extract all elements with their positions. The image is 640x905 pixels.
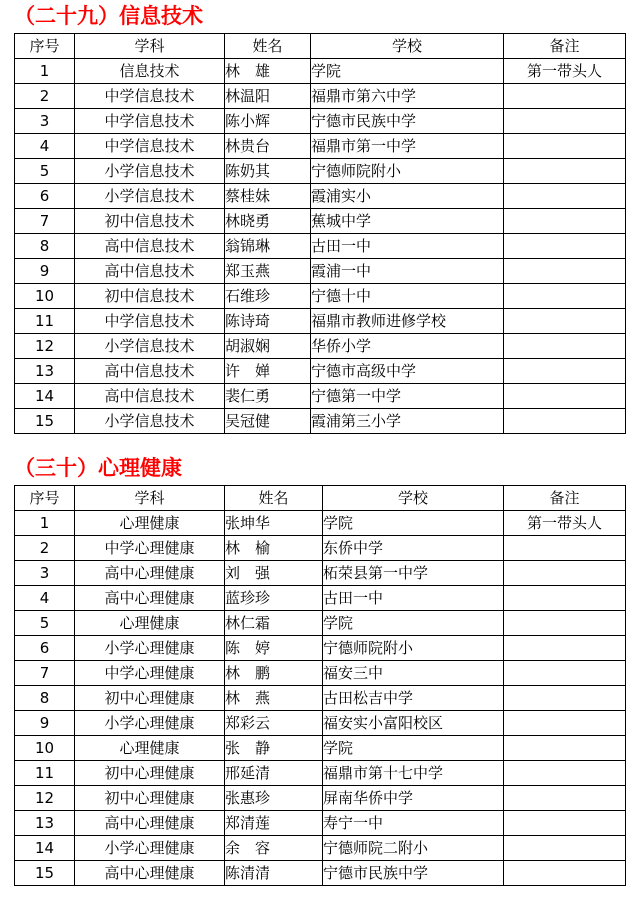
cell-note [504,561,626,586]
cell-school: 古田松吉中学 [323,686,504,711]
header-school: 学校 [323,486,504,511]
cell-no: 11 [15,309,75,334]
cell-no: 10 [15,284,75,309]
cell-note [504,284,626,309]
table-row [15,711,626,736]
cell-subject: 高中心理健康 [75,861,225,886]
cell-note [504,359,626,384]
cell-subject: 初中心理健康 [75,761,225,786]
cell-school: 福鼎市第十七中学 [323,761,504,786]
cell-no: 10 [15,736,75,761]
cell-subject: 中学心理健康 [75,536,225,561]
cell-no: 5 [15,611,75,636]
cell-school: 宁德师院附小 [311,159,504,184]
cell-note [504,384,626,409]
table-row [15,84,626,109]
cell-subject: 心理健康 [75,611,225,636]
table-row [15,861,626,886]
table-row [15,409,626,434]
cell-name: 蓝珍珍 [225,586,323,611]
cell-note [504,409,626,434]
table-row [15,209,626,234]
cell-name: 林 雄 [225,59,311,84]
table-row [15,159,626,184]
header-subject: 学科 [75,486,225,511]
cell-school: 古田一中 [323,586,504,611]
cell-no: 15 [15,861,75,886]
cell-school: 霞浦实小 [311,184,504,209]
cell-note [504,334,626,359]
section-title-info-tech: （二十九）信息技术 [14,4,203,28]
cell-subject: 高中信息技术 [75,384,225,409]
cell-note [504,736,626,761]
cell-school: 学院 [323,611,504,636]
table-row [15,786,626,811]
cell-name: 余 容 [225,836,323,861]
table-row [15,59,626,84]
cell-no: 12 [15,334,75,359]
header-subject: 学科 [75,34,225,59]
cell-school: 寿宁一中 [323,811,504,836]
cell-subject: 信息技术 [75,59,225,84]
cell-subject: 小学信息技术 [75,409,225,434]
table-header-row [15,486,626,511]
cell-note [504,786,626,811]
table-row [15,611,626,636]
cell-school: 霞浦一中 [311,259,504,284]
cell-no: 8 [15,686,75,711]
cell-note [504,84,626,109]
cell-name: 张坤华 [225,511,323,536]
cell-name: 陈清清 [225,861,323,886]
table-row [15,184,626,209]
table-row [15,259,626,284]
cell-name: 陈小辉 [225,109,311,134]
cell-name: 陈诗琦 [225,309,311,334]
header-name: 姓名 [225,34,311,59]
cell-school: 学院 [323,736,504,761]
table-header-row [15,34,626,59]
header-no: 序号 [15,486,75,511]
cell-note [504,636,626,661]
cell-no: 8 [15,234,75,259]
cell-name: 林仁霜 [225,611,323,636]
header-no: 序号 [15,34,75,59]
cell-subject: 高中信息技术 [75,234,225,259]
cell-school: 宁德十中 [311,284,504,309]
cell-subject: 小学心理健康 [75,636,225,661]
cell-note [504,661,626,686]
section-title-psychology: （三十）心理健康 [14,456,182,480]
cell-note [504,309,626,334]
cell-no: 1 [15,59,75,84]
header-note: 备注 [504,34,626,59]
cell-note [504,686,626,711]
cell-subject: 高中信息技术 [75,359,225,384]
table-row [15,384,626,409]
cell-subject: 小学信息技术 [75,184,225,209]
cell-no: 13 [15,811,75,836]
cell-subject: 小学心理健康 [75,711,225,736]
table-row [15,109,626,134]
cell-no: 13 [15,359,75,384]
table-row [15,586,626,611]
cell-note [504,259,626,284]
cell-school: 福鼎市第一中学 [311,134,504,159]
table-row [15,511,626,536]
cell-no: 9 [15,711,75,736]
cell-no: 14 [15,836,75,861]
cell-name: 蔡桂妹 [225,184,311,209]
cell-school: 华侨小学 [311,334,504,359]
cell-no: 4 [15,586,75,611]
cell-note [504,811,626,836]
table-row [15,134,626,159]
cell-subject: 中学信息技术 [75,309,225,334]
cell-name: 刘 强 [225,561,323,586]
table-row [15,561,626,586]
cell-name: 胡淑娴 [225,334,311,359]
cell-note [504,586,626,611]
cell-name: 林贵台 [225,134,311,159]
cell-no: 7 [15,661,75,686]
cell-note [504,184,626,209]
cell-note [504,134,626,159]
cell-no: 15 [15,409,75,434]
cell-name: 郑清莲 [225,811,323,836]
cell-no: 3 [15,109,75,134]
header-school: 学校 [311,34,504,59]
table-row [15,359,626,384]
cell-school: 宁德市民族中学 [323,861,504,886]
cell-no: 6 [15,636,75,661]
cell-subject: 中学信息技术 [75,134,225,159]
cell-school: 蕉城中学 [311,209,504,234]
table-row [15,686,626,711]
cell-subject: 初中信息技术 [75,209,225,234]
cell-subject: 小学信息技术 [75,159,225,184]
cell-name: 张 静 [225,736,323,761]
cell-name: 郑玉燕 [225,259,311,284]
cell-no: 14 [15,384,75,409]
cell-subject: 中学信息技术 [75,84,225,109]
header-note: 备注 [504,486,626,511]
cell-school: 宁德市高级中学 [311,359,504,384]
cell-subject: 初中心理健康 [75,686,225,711]
cell-name: 邢延清 [225,761,323,786]
cell-name: 林 燕 [225,686,323,711]
cell-school: 古田一中 [311,234,504,259]
table-row [15,736,626,761]
cell-school: 柘荣县第一中学 [323,561,504,586]
cell-no: 3 [15,561,75,586]
cell-name: 张惠珍 [225,786,323,811]
table-row [15,661,626,686]
cell-school: 宁德师院附小 [323,636,504,661]
cell-no: 9 [15,259,75,284]
cell-name: 许 婵 [225,359,311,384]
cell-name: 陈奶其 [225,159,311,184]
cell-subject: 高中心理健康 [75,561,225,586]
cell-no: 5 [15,159,75,184]
cell-subject: 高中心理健康 [75,586,225,611]
table-row [15,334,626,359]
table-row [15,811,626,836]
cell-school: 屏南华侨中学 [323,786,504,811]
cell-subject: 心理健康 [75,511,225,536]
cell-school: 福鼎市第六中学 [311,84,504,109]
cell-school: 学院 [323,511,504,536]
cell-subject: 中学信息技术 [75,109,225,134]
cell-name: 裴仁勇 [225,384,311,409]
table-row [15,636,626,661]
cell-note [504,234,626,259]
cell-no: 2 [15,536,75,561]
cell-subject: 初中信息技术 [75,284,225,309]
table-row [15,234,626,259]
cell-subject: 小学信息技术 [75,334,225,359]
cell-name: 石维珍 [225,284,311,309]
cell-note [504,536,626,561]
cell-note [504,159,626,184]
info-tech-table [14,33,626,434]
cell-name: 陈 婷 [225,636,323,661]
cell-note: 第一带头人 [504,511,626,536]
cell-school: 福安三中 [323,661,504,686]
cell-name: 林 榆 [225,536,323,561]
cell-subject: 中学心理健康 [75,661,225,686]
cell-note [504,611,626,636]
cell-school: 东侨中学 [323,536,504,561]
cell-note [504,861,626,886]
cell-subject: 心理健康 [75,736,225,761]
cell-name: 翁锦琳 [225,234,311,259]
cell-note [504,109,626,134]
cell-subject: 高中心理健康 [75,811,225,836]
cell-no: 6 [15,184,75,209]
psychology-table [14,485,626,886]
cell-note [504,761,626,786]
table-row [15,836,626,861]
cell-name: 郑彩云 [225,711,323,736]
cell-note [504,711,626,736]
cell-name: 吴冠健 [225,409,311,434]
cell-name: 林温阳 [225,84,311,109]
table-row [15,761,626,786]
cell-subject: 高中信息技术 [75,259,225,284]
cell-no: 1 [15,511,75,536]
table-row [15,309,626,334]
cell-school: 宁德师院二附小 [323,836,504,861]
cell-no: 4 [15,134,75,159]
cell-no: 12 [15,786,75,811]
cell-subject: 小学心理健康 [75,836,225,861]
header-name: 姓名 [225,486,323,511]
cell-subject: 初中心理健康 [75,786,225,811]
table-row [15,536,626,561]
cell-no: 7 [15,209,75,234]
cell-note: 第一带头人 [504,59,626,84]
table-row [15,284,626,309]
cell-no: 2 [15,84,75,109]
cell-school: 宁德市民族中学 [311,109,504,134]
cell-school: 学院 [311,59,504,84]
cell-note [504,836,626,861]
cell-note [504,209,626,234]
cell-no: 11 [15,761,75,786]
cell-name: 林晓勇 [225,209,311,234]
cell-school: 宁德第一中学 [311,384,504,409]
cell-school: 霞浦第三小学 [311,409,504,434]
cell-school: 福安实小富阳校区 [323,711,504,736]
cell-school: 福鼎市教师进修学校 [311,309,504,334]
cell-name: 林 鹏 [225,661,323,686]
